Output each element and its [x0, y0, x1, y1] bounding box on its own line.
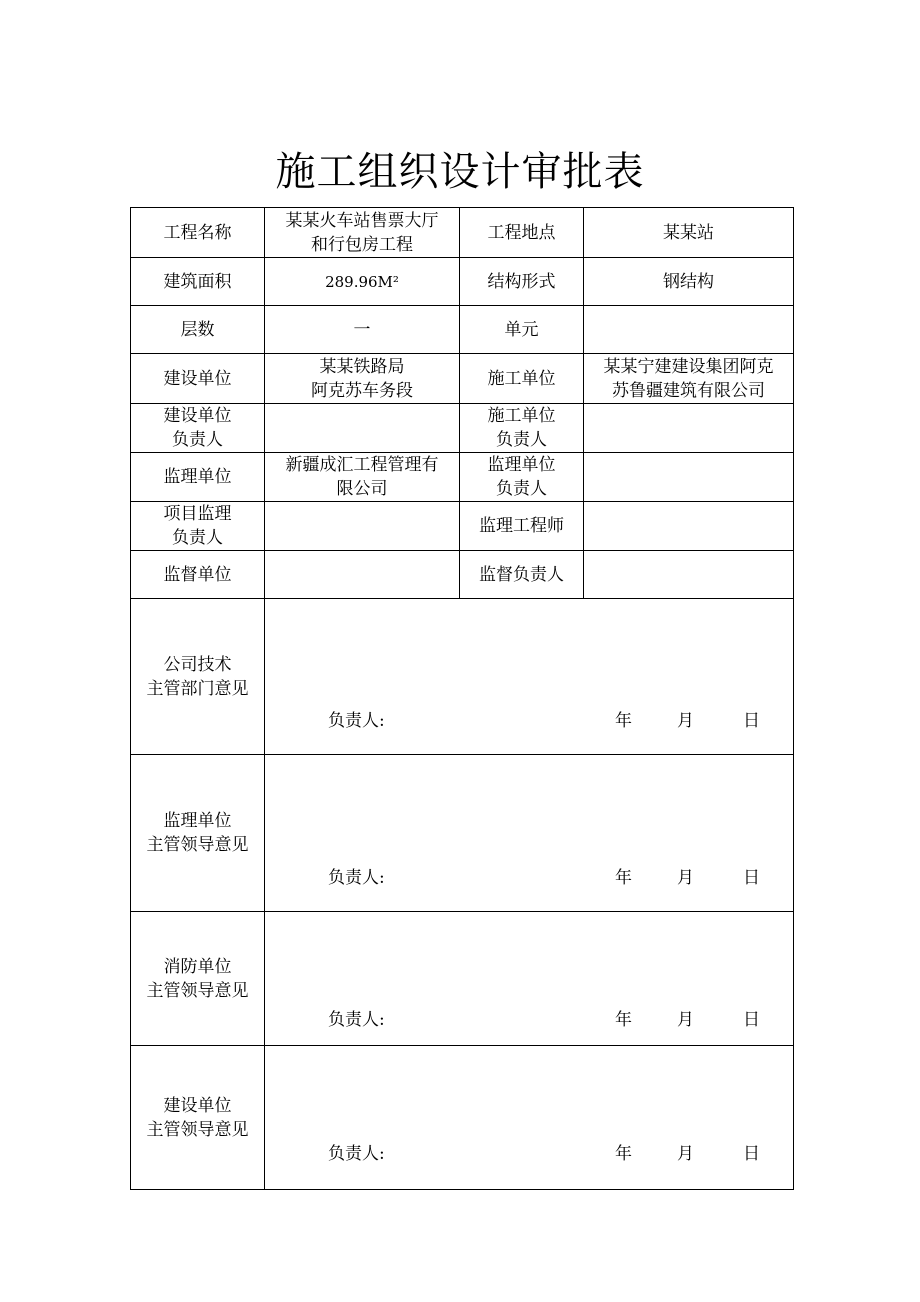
opinion-field-fire[interactable] — [265, 912, 794, 1046]
row-opinion-company-tech — [131, 599, 794, 755]
sign-label: 负责人: — [328, 711, 385, 731]
row-project-name — [131, 208, 794, 258]
label-owner-unit: 建设单位 — [131, 354, 265, 404]
value-supervisor-responsible — [584, 453, 794, 502]
opinion-field-company-tech[interactable] — [265, 599, 794, 755]
row-building-area — [131, 258, 794, 306]
value-units — [584, 306, 794, 354]
value-floors: 一 — [265, 306, 460, 354]
label-opinion-owner: 建设单位 主管领导意见 — [131, 1046, 265, 1190]
day-label: 日 — [743, 711, 760, 731]
opinion-field-supervisor[interactable] — [265, 755, 794, 912]
label-opinion-company-tech: 公司技术 主管部门意见 — [131, 599, 265, 755]
value-owner-responsible — [265, 404, 460, 453]
label-building-area: 建筑面积 — [131, 258, 265, 306]
sign-label: 负责人: — [328, 868, 385, 888]
day-label: 日 — [743, 1010, 760, 1030]
row-owner-unit — [131, 354, 794, 404]
label-structure-type: 结构形式 — [460, 258, 584, 306]
label-project-location: 工程地点 — [460, 208, 584, 258]
row-supervisor-unit — [131, 453, 794, 502]
row-floors — [131, 306, 794, 354]
label-supervisor-unit: 监理单位 — [131, 453, 265, 502]
day-label: 日 — [743, 1144, 760, 1164]
year-label: 年 — [615, 711, 632, 731]
year-label: 年 — [615, 1010, 632, 1030]
value-owner-unit: 某某铁路局 阿克苏车务段 — [265, 354, 460, 404]
label-units: 单元 — [460, 306, 584, 354]
row-oversight-unit — [131, 551, 794, 599]
label-project-supervisor: 项目监理 负责人 — [131, 502, 265, 551]
value-project-name: 某某火车站售票大厅 和行包房工程 — [265, 208, 460, 258]
month-label: 月 — [677, 711, 694, 731]
label-contractor-unit: 施工单位 — [460, 354, 584, 404]
value-supervising-engineer — [584, 502, 794, 551]
row-opinion-owner — [131, 1046, 794, 1190]
label-owner-responsible: 建设单位 负责人 — [131, 404, 265, 453]
sign-label: 负责人: — [328, 1010, 385, 1030]
value-project-supervisor — [265, 502, 460, 551]
row-opinion-supervisor — [131, 755, 794, 912]
value-contractor-unit: 某某宁建建设集团阿克 苏鲁疆建筑有限公司 — [584, 354, 794, 404]
row-responsible-persons — [131, 404, 794, 453]
month-label: 月 — [677, 1144, 694, 1164]
label-floors: 层数 — [131, 306, 265, 354]
label-opinion-fire: 消防单位 主管领导意见 — [131, 912, 265, 1046]
day-label: 日 — [743, 868, 760, 888]
value-project-location: 某某站 — [584, 208, 794, 258]
label-opinion-supervisor: 监理单位 主管领导意见 — [131, 755, 265, 912]
sign-label: 负责人: — [328, 1144, 385, 1164]
value-building-area: 289.96M² — [265, 258, 460, 306]
value-contractor-responsible — [584, 404, 794, 453]
month-label: 月 — [677, 1010, 694, 1030]
label-supervising-engineer: 监理工程师 — [460, 502, 584, 551]
opinion-field-owner[interactable] — [265, 1046, 794, 1190]
value-supervisor-unit: 新疆成汇工程管理有 限公司 — [265, 453, 460, 502]
month-label: 月 — [677, 868, 694, 888]
year-label: 年 — [615, 868, 632, 888]
row-opinion-fire — [131, 912, 794, 1046]
row-project-supervisor — [131, 502, 794, 551]
value-structure-type: 钢结构 — [584, 258, 794, 306]
label-oversight-unit: 监督单位 — [131, 551, 265, 599]
approval-table — [130, 207, 794, 1190]
label-contractor-responsible: 施工单位 负责人 — [460, 404, 584, 453]
value-oversight-responsible — [584, 551, 794, 599]
value-oversight-unit — [265, 551, 460, 599]
year-label: 年 — [615, 1144, 632, 1164]
form-title: 施工组织设计审批表 — [275, 149, 645, 195]
label-oversight-responsible: 监督负责人 — [460, 551, 584, 599]
label-supervisor-responsible: 监理单位 负责人 — [460, 453, 584, 502]
label-project-name: 工程名称 — [131, 208, 265, 258]
